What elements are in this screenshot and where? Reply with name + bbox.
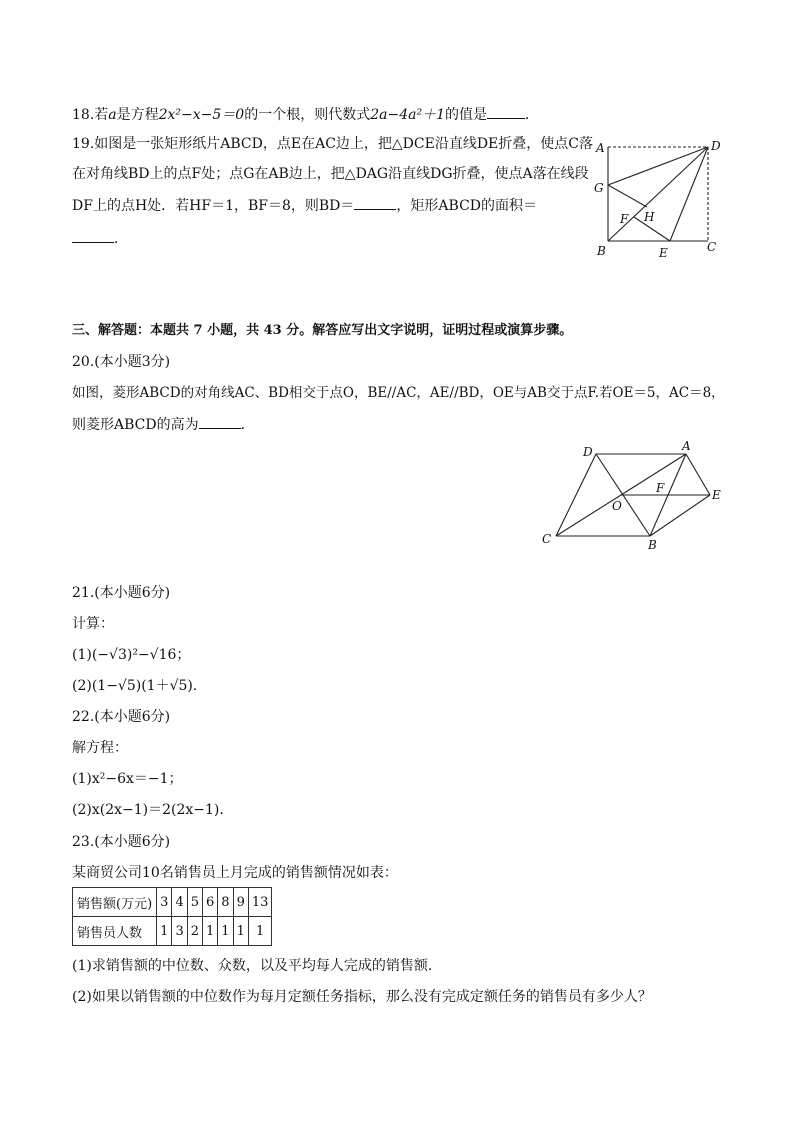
q19-label-e: E [659, 246, 668, 260]
q21-part1: (1)(−√3)²−√16； [72, 647, 191, 663]
q23-part2: (2)如果以销售额的中位数作为每月定额任务指标，那么没有完成定额任务的销售员有多少人？ [72, 989, 652, 1005]
table-cell: 2 [187, 917, 202, 946]
table-cell: 13 [248, 888, 272, 917]
q20-label-e: E [712, 488, 721, 502]
q19-line-gd [608, 147, 708, 185]
table-cell: 4 [172, 888, 187, 917]
q18-end: ． [524, 107, 539, 123]
q22-part2: (2)x(2x−1)＝2(2x−1)． [72, 802, 234, 818]
q19-label-b: B [597, 244, 606, 258]
table-cell: 3 [172, 917, 187, 946]
table-cell: 8 [218, 888, 233, 917]
q20-label-c: C [542, 532, 552, 546]
table-row [73, 917, 272, 946]
q19-label-h: H [644, 210, 655, 224]
q19-label-d: D [711, 139, 721, 153]
q19-bd-blank[interactable] [354, 195, 396, 210]
q19-line3-a: DF上的点H处．若HF＝1，BF＝8，则BD＝ [72, 198, 355, 214]
q20-line-ae [686, 454, 710, 495]
table-row [73, 888, 272, 917]
q22-intro: 解方程： [72, 740, 128, 756]
q19-line2: 在对角线BD上的点F处；点G在AB边上，把△DAG沿直线DG折叠，使点A落在线段 [72, 166, 589, 182]
q20-line1: 如图，菱形ABCD的对角线AC、BD相交于点O，BE//AC，AE//BD，OE与AB交于点F.若OE＝5，AC＝8， [72, 385, 725, 401]
q20-label-b: B [648, 538, 657, 550]
q19-line-de [670, 147, 708, 241]
q20-line2-end: ． [240, 417, 255, 433]
q23-intro: 某商贸公司10名销售员上月完成的销售额情况如表： [72, 865, 398, 881]
q18-is-root-of: 是方程 [116, 107, 159, 123]
q20-label-d: D [583, 445, 593, 459]
q21-header: 21.(本小题6分) [72, 585, 171, 601]
table-cell: 1 [157, 917, 172, 946]
q18-line [72, 104, 539, 125]
q18-answer-blank[interactable] [487, 104, 525, 119]
q19-line4-end: ． [114, 231, 128, 247]
table-row-label: 销售员人数 [73, 917, 157, 946]
table-row-label: 销售额(万元) [73, 888, 157, 917]
q20-line2-a: 则菱形ABCD的高为 [72, 417, 199, 433]
q19-line3-b: ，矩形ABCD的面积＝ [396, 198, 538, 214]
q19-label-c: C [707, 240, 717, 254]
q19-line4 [72, 228, 128, 249]
q18-mid: 的一个根，则代数式 [244, 107, 371, 123]
q18-prefix: 18.若 [72, 107, 109, 123]
q22-part1: (1)x²−6x＝−1； [72, 771, 183, 787]
q23-sales-table [72, 887, 272, 946]
table-cell: 1 [203, 917, 218, 946]
q19-line3 [72, 195, 537, 216]
q18-expression: 2a−4a²＋1 [370, 107, 445, 123]
q21-intro: 计算： [72, 616, 114, 632]
q19-line-gh [608, 185, 647, 207]
q19-label-a: A [596, 141, 605, 155]
q20-label-a: A [682, 440, 691, 453]
table-cell: 1 [218, 917, 233, 946]
table-cell: 1 [248, 917, 272, 946]
q19-line1: 19.如图是一张矩形纸片ABCD，点E在AC边上，把△DCE沿直线DE折叠，使点C落 [72, 136, 593, 152]
q20-figure [538, 440, 728, 550]
q20-line2 [72, 414, 255, 435]
q21-part2: (2)(1−√5)(1＋√5)． [72, 678, 207, 694]
q23-part1: (1)求销售额的中位数、众数，以及平均每人完成的销售额． [72, 958, 442, 974]
q19-area-blank[interactable] [72, 228, 114, 243]
section3-title: 三、解答题：本题共 7 小题，共 43 分。解答应写出文字说明，证明过程或演算步骤。 [72, 323, 573, 338]
table-cell: 9 [233, 888, 248, 917]
q18-suffix: 的值是 [444, 107, 487, 123]
q20-height-blank[interactable] [199, 414, 241, 429]
table-cell: 6 [203, 888, 218, 917]
q20-header: 20.(本小题3分) [72, 354, 171, 370]
q22-header: 22.(本小题6分) [72, 709, 171, 725]
q20-label-o: O [612, 499, 622, 513]
q19-figure [590, 135, 730, 265]
q18-equation: 2x²−x−5＝0 [158, 107, 245, 123]
q18-var-a: a [108, 107, 117, 123]
q19-label-f: F [620, 212, 629, 226]
q23-header: 23.(本小题6分) [72, 834, 171, 850]
q19-label-g: G [594, 181, 604, 195]
q20-label-f: F [656, 481, 665, 495]
table-cell: 1 [233, 917, 248, 946]
table-cell: 5 [187, 888, 202, 917]
table-cell: 3 [157, 888, 172, 917]
